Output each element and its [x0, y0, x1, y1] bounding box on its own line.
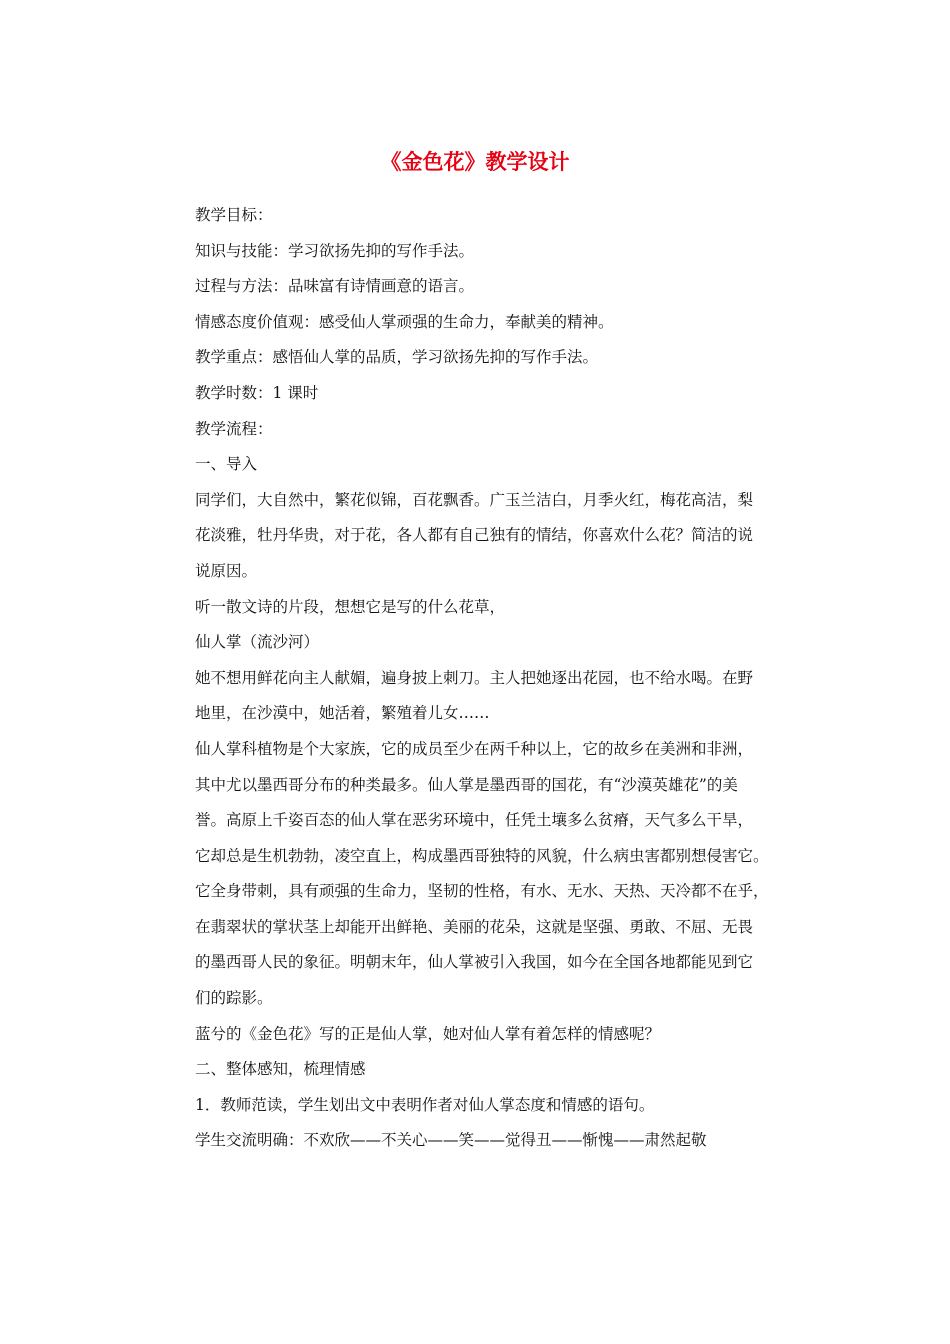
text-line: 知识与技能：学习欲扬先抑的写作手法。: [195, 241, 475, 260]
text-line: 教学时数：1 课时: [195, 383, 319, 402]
text-line: 在翡翠状的掌状茎上却能开出鲜艳、美丽的花朵，这就是坚强、勇敢、不屈、无畏: [195, 917, 754, 936]
text-line: 的墨西哥人民的象征。明朝末年，仙人掌被引入我国，如今在全国各地都能见到它: [195, 953, 754, 972]
section-heading: 二、整体感知，梳理情感: [195, 1060, 366, 1079]
text-line: 花淡雅，牡丹华贵，对于花，各人都有自己独有的情结，你喜欢什么花？简洁的说: [195, 526, 754, 545]
text-line: 教学重点：感悟仙人掌的品质，学习欲扬先抑的写作手法。: [195, 348, 599, 367]
text-line: 它全身带刺，具有顽强的生命力，坚韧的性格，有水、无水、天热、天冷都不在乎，: [195, 882, 769, 901]
text-line: 学生交流明确：不欢欣——不关心——笑——觉得丑——惭愧——肃然起敬: [195, 1131, 707, 1150]
text-line: 其中尤以墨西哥分布的种类最多。仙人掌是墨西哥的国花，有“沙漠英雄花”的美: [195, 775, 738, 794]
text-line: 们的踪影。: [195, 989, 273, 1008]
text-line: 地里，在沙漠中，她活着，繁殖着儿女……: [195, 704, 490, 723]
text-line: 同学们，大自然中，繁花似锦，百花飘香。广玉兰洁白，月季火红，梅花高洁，梨: [195, 490, 754, 509]
document-body: [195, 198, 835, 1159]
section-heading: 一、导入: [195, 455, 258, 474]
text-line: 誉。高原上千姿百态的仙人掌在恶劣环境中，任凭土壤多么贫瘠，天气多么干旱，: [195, 811, 754, 830]
text-line: 教学目标：: [195, 206, 273, 224]
text-line: 听一散文诗的片段，想想它是写的什么花草，: [195, 597, 506, 616]
text-line: 说原因。: [195, 561, 258, 580]
document-title: 《金色花》教学设计: [380, 150, 570, 174]
text-line: 它却总是生机勃勃，凌空直上，构成墨西哥独特的风貌，什么病虫害都别想侵害它。: [195, 846, 769, 865]
text-line: 1．教师范读，学生划出文中表明作者对仙人掌态度和情感的语句。: [195, 1095, 655, 1114]
text-line: 情感态度价值观：感受仙人掌顽强的生命力，奉献美的精神。: [195, 312, 614, 331]
text-line: 教学流程：: [195, 419, 273, 438]
text-line: 过程与方法：品味富有诗情画意的语言。: [195, 277, 475, 296]
text-line: 她不想用鲜花向主人献媚，遍身披上刺刀。主人把她逐出花园，也不给水喝。在野: [195, 668, 754, 687]
text-line: 蓝兮的《金色花》写的正是仙人掌，她对仙人掌有着怎样的情感呢？: [195, 1024, 661, 1043]
text-line: 仙人掌（流沙河）: [195, 633, 320, 652]
text-line: 仙人掌科植物是个大家族，它的成员至少在两千种以上，它的故乡在美洲和非洲，: [195, 739, 754, 758]
